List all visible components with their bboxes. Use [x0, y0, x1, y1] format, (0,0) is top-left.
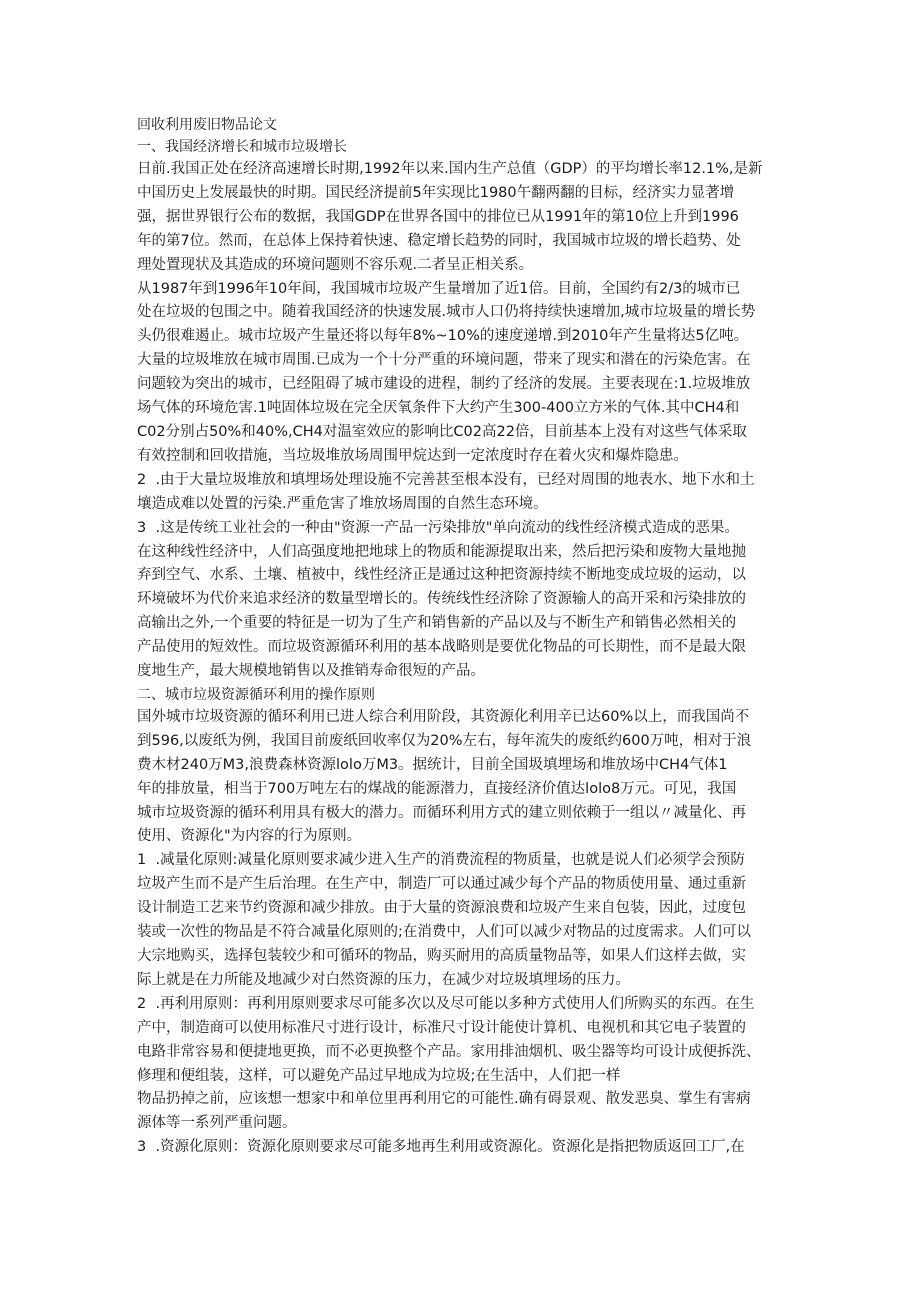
paragraph-line: 1 .减量化原则:减量化原则要求减少进入生产的消费流程的物质量，也就是说人们必须学会预防	[137, 852, 745, 869]
paragraph-line: 年的排放量，相当于700万吨左右的煤战的能源潜力，直接经济价值达lolo8万元。可见，我国	[137, 780, 737, 797]
paragraph-line: C02分别占50%和40%,CH4对温室效应的影响比C02高22倍，目前基本上没有对这些气体采取	[137, 423, 747, 440]
paragraph-line: 装或一次性的物品是不符合减量化原则的;在消费中，人们可以减少对物品的过度需求。人们可以	[137, 924, 751, 941]
paragraph-line: 弃到空气、水系、土壤、植被中，线性经济正是通过这种把资源持续不断地变成垃圾的运动，以	[137, 567, 746, 584]
paragraph-line: 理处置现状及其造成的环境问题则不容乐观.二者呈正相关系。	[137, 256, 534, 273]
paragraph-line: 费木材240万M3,浪费森林资源lolo万M3。据统计，目前全国圾填埋场和堆放场中CH4气体1	[137, 756, 728, 773]
paragraph-5	[137, 706, 789, 849]
paragraph-8	[137, 1088, 789, 1136]
paragraph-line: 强，据世界银行公布的数据，我国GDP在世界各国中的排位已从1991年的第10位上升到1996	[137, 208, 739, 225]
paragraph-line: 在这种线性经济中，人们高强度地把地球上的物质和能源提取出来，然后把污染和废物大量地抛	[137, 543, 746, 560]
paragraph-line: 高输出之外,一个重要的特征是一切为了生产和销售新的产品以及与不断生产和销售必然相关的	[137, 615, 737, 632]
paragraph-line: 修理和便组装，这样，可以避免产品过早地成为垃圾;在生活中，人们把一样	[137, 1067, 621, 1084]
paragraph-line: 到596,以废纸为例，我国目前废纸回收率仅为20%左右，每年流失的废纸约600万吨，相对于浪	[137, 732, 752, 749]
paragraph-line: 处在垃圾的包围之中。随着我国经济的快速发展.城市人口仍将持续快速增加,城市垃圾量的增长势	[137, 304, 756, 321]
paragraph-2	[137, 278, 789, 469]
paragraph-line: 中国历史上发展最快的时期。国民经济提前5年实现比1980午翻两翻的目标，经济实力显著增	[137, 184, 735, 201]
paragraph-line: 产品使用的短效性。而垃圾资源循环利用的基本战略则是要优化物品的可长期性，而不是最大限	[137, 639, 746, 656]
document-body	[137, 114, 789, 1160]
paragraph-line: 日前.我国正处在经济高速增长时期,1992年以来.国内生产总值（GDP）的平均增长率12.1%,是新	[137, 161, 763, 177]
paragraph-line: 环境破坏为代价来追求经济的数量型增长的。传统线性经济除了资源输人的高开采和污染排放的	[137, 591, 746, 608]
paragraph-line: 大量的垃圾堆放在城市周围.已成为一个十分严重的环境问题，带来了现实和潜在的污染危害。在	[137, 352, 751, 369]
paragraph-line: 垃圾产生而不是产生后治理。在生产中，制造厂可以通过减少每个产品的物质使用量、通过重新	[137, 876, 746, 893]
paragraph-line: 年的第7位。然而，在总体上保持着快速、稳定增长趋势的同时，我国城市垃圾的增长趋势、处	[137, 232, 741, 249]
paragraph-line: 头仍很难遏止。城市垃圾产生量还将以每年8%~10%的速度递增.到2010年产生量将达5亿吨。	[137, 328, 749, 345]
section-1-heading: 一、我国经济增长和城市垃圾增长	[137, 139, 347, 155]
paragraph-line: 大宗地购买，选择包装较少和可循环的物品，购买耐用的高质量物品等，如果人们这样去做，实	[137, 948, 746, 964]
paragraph-line: 电路非常容易和便捷地更换，而不必更换整个产品。家用排油烟机、吸尘器等均可设计成便拆洗、	[137, 1043, 761, 1060]
paragraph-line: 壤造成难以处置的污染.严重危害了堆放场周围的自然生态环境。	[137, 495, 548, 512]
paragraph-line: 产中，制造商可以使用标准尺寸进行设计，标准尺寸设计能使计算机、电视机和其它电子装置的	[137, 1019, 746, 1036]
paragraph-6	[137, 849, 789, 992]
paragraph-line: 从1987年到1996年10年间，我国城市垃圾产生量增加了近1倍。目前，全国约有2/3的城市已	[137, 280, 741, 297]
paragraph-line: 度地生产，最大规模地销售以及推销寿命很短的产品。	[137, 663, 485, 680]
paragraph-line: 国外城市垃圾资源的循环利用已进人综合利用阶段，其资源化利用辛已达60%以上，而我国尚不	[137, 708, 750, 725]
paragraph-line: 源体等一系列严重问题。	[137, 1115, 297, 1132]
paragraph-line: 3 .资源化原则：资源化原则要求尽可能多地再生利用或资源化。资源化是指把物质返回工厂,在	[137, 1139, 745, 1156]
paragraph-7	[137, 993, 789, 1089]
document-title: 回收利用废旧物品论文	[137, 117, 277, 133]
paragraph-line: 设计制造工艺来节约资源和减少排放。由于大量的资源浪费和垃圾产生来自包装，因此，过度包	[137, 900, 746, 917]
paragraph-1	[137, 158, 789, 278]
paragraph-line: 问题较为突出的城市，已经阻碍了城市建设的进程，制约了经济的发展。主要表现在:1.垃圾堆放	[137, 376, 751, 393]
paragraph-line: 城市垃圾资源的循环利用具有极大的潜力。而循环利用方式的建立则依赖于一组以〃减量化、再	[137, 804, 746, 821]
paragraph-3	[137, 469, 789, 517]
paragraph-line: 场气体的环境危害.1吨固体垃圾在完全厌氧条件下大约产生300-400立方米的气体.其中CH4和	[137, 400, 740, 417]
paragraph-line: 使用、资源化"为内容的行为原则。	[137, 828, 362, 845]
paragraph-4	[137, 517, 789, 684]
paragraph-line: 2 .由于大量垃圾堆放和填埋场处理设施不完善甚至根本没有，已经对周围的地表水、地下水和土	[137, 471, 755, 488]
paragraph-line: 际上就是在力所能及地减少对白然资源的压力，在减少对垃圾填埋场的压力。	[137, 971, 630, 988]
paragraph-line: 有效控制和回收措施，当垃圾堆放场周围甲烷达到一定浓度时存在着火灾和爆炸隐患。	[137, 447, 688, 464]
paragraph-line: 2 .再利用原则：再利用原则要求尽可能多次以及尽可能以多种方式使用人们所购买的东西。在生	[137, 995, 755, 1012]
paragraph-line: 物品扔掉之前，应该想一想家中和单位里再利用它的可能性.确有碍景观、散发恶臭、掌生有害病	[137, 1091, 751, 1108]
section-2-heading: 二、城市垃圾资源循环利用的操作原则	[137, 686, 375, 703]
paragraph-line: 3 .这是传统工业社会的一种由"资源一产品一污染排放"单向流动的线性经济模式造成的恶果。	[137, 519, 739, 536]
paragraph-9	[137, 1136, 789, 1160]
